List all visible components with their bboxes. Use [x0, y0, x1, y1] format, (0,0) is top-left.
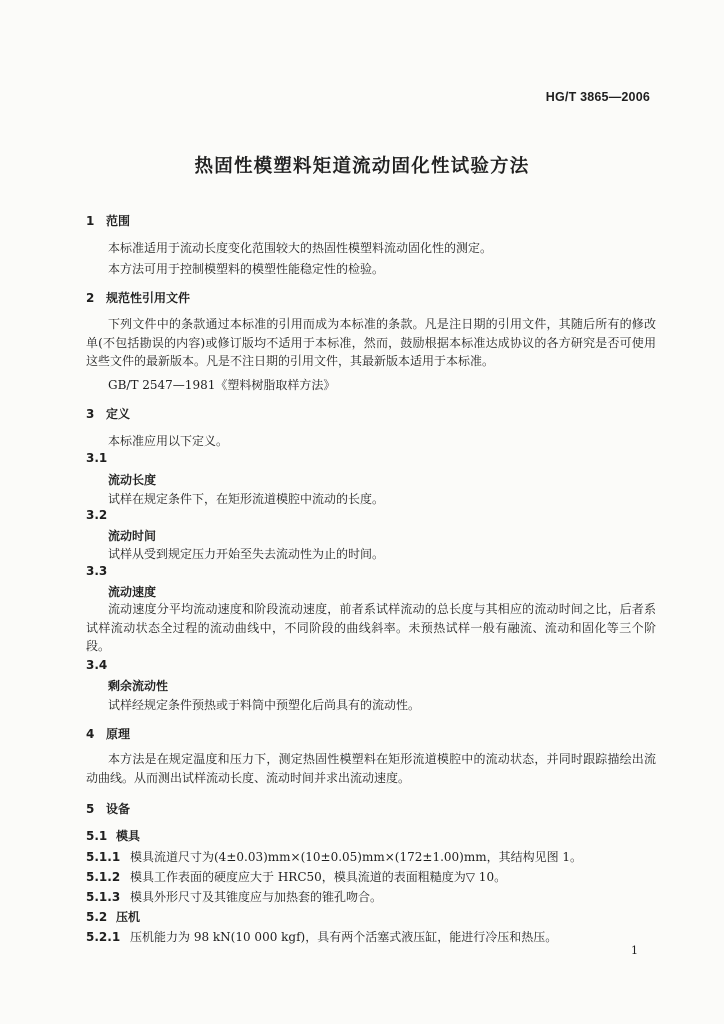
section-number: 2	[86, 291, 95, 305]
clause-3-1-number: 3.1	[86, 451, 108, 465]
clause-5-1-1	[86, 848, 582, 865]
clause-3-1-definition: 试样在规定条件下，在矩形流道模腔中流动的长度。	[108, 492, 385, 506]
section-3-intro: 本标准应用以下定义。	[108, 434, 229, 448]
clause-title: 模具	[116, 829, 141, 843]
section-1-paragraph-2: 本方法可用于控制模塑料的模塑性能稳定性的检验。	[108, 262, 385, 276]
clause-3-4-term: 剩余流动性	[108, 679, 169, 693]
section-number: 4	[86, 727, 95, 741]
section-4-paragraph: 本方法是在规定温度和压力下，测定热固性模塑料在矩形流道模腔中的流动状态，并同时跟踪描绘出流动曲线。从而测出试样流动长度、流动时间并求出流动速度。	[86, 752, 656, 785]
section-3-heading	[86, 405, 130, 422]
section-2-heading	[86, 289, 190, 306]
clause-5-1-3	[86, 888, 382, 905]
section-5-heading	[86, 800, 130, 817]
clause-3-2-number: 3.2	[86, 508, 108, 522]
clause-text: 模具工作表面的硬度应大于 HRC50，模具流道的表面粗糙度为▽ 10。	[130, 870, 507, 884]
clause-number: 5.1	[86, 829, 108, 843]
clause-3-2-definition: 试样从受到规定压力开始至失去流动性为止的时间。	[108, 547, 385, 561]
clause-3-4-definition: 试样经规定条件预热或于料筒中预塑化后尚具有的流动性。	[108, 698, 421, 712]
page-number: 1	[631, 944, 638, 957]
clause-3-1-term: 流动长度	[108, 473, 157, 487]
clause-number: 5.1.1	[86, 850, 121, 864]
clause-3-3-term: 流动速度	[108, 585, 157, 599]
clause-3-3-number: 3.3	[86, 564, 108, 578]
clause-5-2-1	[86, 928, 557, 945]
clause-number: 5.1.2	[86, 870, 121, 884]
section-title: 规范性引用文件	[106, 291, 191, 305]
clause-3-2-term: 流动时间	[108, 529, 157, 543]
section-number: 1	[86, 214, 95, 228]
section-title: 定义	[106, 407, 131, 421]
clause-number: 5.2	[86, 910, 108, 924]
clause-text: 模具流道尺寸为(4±0.03)mm×(10±0.05)mm×(172±1.00)mm，其结构见图 1。	[130, 850, 583, 864]
clause-number: 5.2.1	[86, 930, 121, 944]
clause-3-4-number: 3.4	[86, 658, 108, 672]
section-title: 设备	[106, 802, 131, 816]
section-number: 3	[86, 407, 95, 421]
section-1-paragraph-1: 本标准适用于流动长度变化范围较大的热固性模塑料流动固化性的测定。	[108, 241, 493, 255]
normative-reference: GB/T 2547—1981《塑料树脂取样方法》	[108, 378, 336, 392]
section-2-paragraph: 下列文件中的条款通过本标准的引用而成为本标准的条款。凡是注日期的引用文件，其随后所有的修改单(不包括勘误的内容)或修订版均不适用于本标准，然而，鼓励根据本标准达成协议的各方研究是否可使用这些文件的最新版本。凡是不注日期的引用文件，其最新版本适用于本标准。	[86, 317, 656, 368]
section-title: 原理	[106, 727, 131, 741]
clause-5-1-heading	[86, 827, 140, 844]
clause-title: 压机	[116, 910, 141, 924]
clause-5-1-2	[86, 868, 506, 885]
section-number: 5	[86, 802, 95, 816]
clause-text: 模具外形尺寸及其锥度应与加热套的锥孔吻合。	[130, 890, 383, 904]
section-4-heading	[86, 725, 130, 742]
standard-code: HG/T 3865—2006	[545, 90, 650, 104]
document-title: 热固性模塑料矩道流动固化性试验方法	[194, 156, 530, 177]
clause-5-2-heading	[86, 908, 140, 925]
section-1-heading	[86, 212, 130, 229]
clause-3-3-definition: 流动速度分平均流动速度和阶段流动速度，前者系试样流动的总长度与其相应的流动时间之比，后者系试样流动状态全过程的流动曲线中，不同阶段的曲线斜率。未预热试样一般有融流、流动和固化等三个阶段。	[86, 602, 656, 653]
clause-number: 5.1.3	[86, 890, 121, 904]
section-title: 范围	[106, 214, 131, 228]
clause-text: 压机能力为 98 kN(10 000 kgf)，具有两个活塞式液压缸，能进行冷压和热压。	[130, 930, 558, 944]
